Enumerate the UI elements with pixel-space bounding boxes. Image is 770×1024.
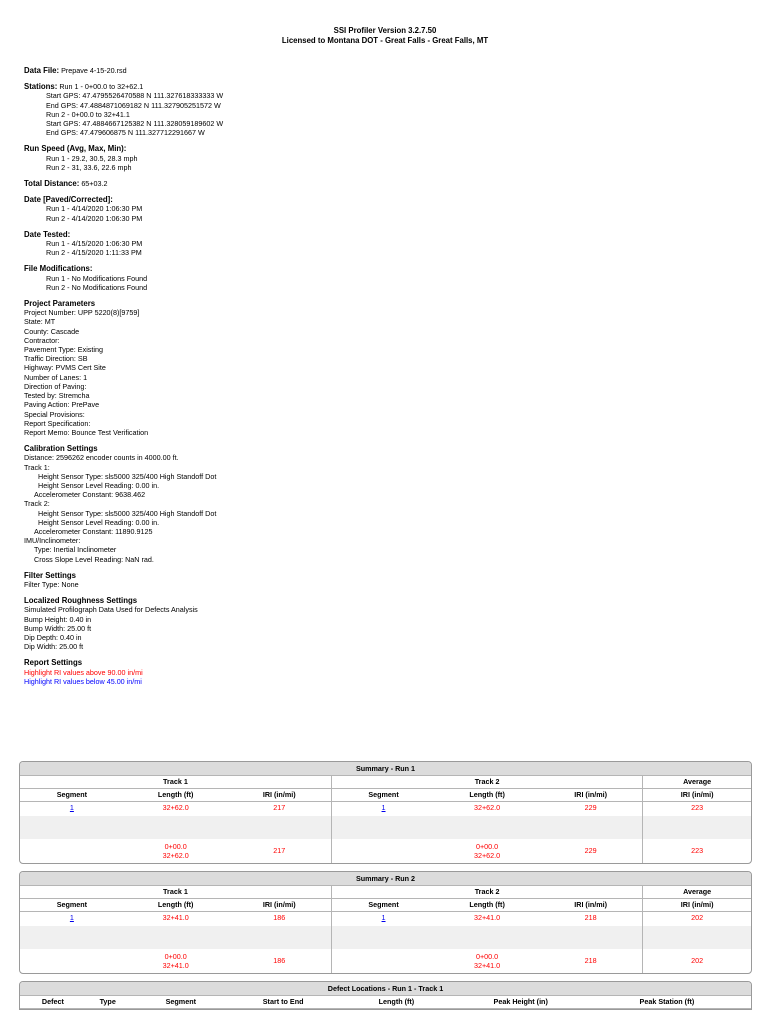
project-line: Paving Action: PrePave [24, 400, 100, 410]
table-row [20, 911, 751, 926]
imu-type: Type: Inertial Inclinometer [34, 545, 117, 555]
calibration-imu: IMU/Inclinometer: [24, 536, 81, 546]
data-file-value: Prepave 4-15-20.rsd [61, 66, 127, 75]
project-line: Tested by: Stremcha [24, 391, 90, 401]
iri-cell: 229 [584, 802, 597, 812]
summary-run2-table [19, 871, 752, 974]
iri-col-header: IRI (in/mi) [228, 898, 332, 911]
imu-cross-slope: Cross Slope Level Reading: NaN rad. [34, 554, 154, 564]
total-iri: 217 [273, 846, 286, 856]
calibration-track2: Track 2: [24, 499, 50, 509]
average-iri-cell: 223 [643, 801, 751, 816]
total-iri: 218 [584, 956, 597, 966]
segment-col-header: Segment [331, 898, 435, 911]
total-end: 32+41.0 [473, 961, 501, 970]
iri-col-header: IRI (in/mi) [228, 788, 332, 801]
report-title: SSI Profiler Version 3.2.7.50 [333, 26, 437, 35]
length-col-header: Length (ft) [435, 788, 539, 801]
track1-accelerometer: Accelerometer Constant: 9638.462 [34, 490, 146, 500]
stations-section [24, 82, 744, 137]
length-col-header: Length (ft) [124, 898, 228, 911]
run-speed-line: Run 1 - 29.2, 30.5, 28.3 mph [46, 153, 138, 163]
date-tested-label: Date Tested: [24, 229, 71, 239]
date-paved-label: Date [Paved/Corrected]: [24, 195, 113, 205]
track1-header: Track 1 [20, 885, 331, 898]
file-mods-section [24, 264, 744, 292]
project-line: Special Provisions: [24, 409, 85, 419]
data-file-label: Data File: [24, 66, 60, 75]
roughness-line: Bump Width: 25.00 ft [24, 623, 92, 633]
segment-col-header: Segment [130, 995, 232, 1008]
run-speed-section [24, 144, 744, 172]
highlight-below-text: Highlight RI values below 45.00 in/mi [24, 676, 142, 686]
defect-locations-table [19, 981, 752, 1010]
report-settings-label: Report Settings [24, 658, 83, 668]
highlight-above-text: Highlight RI values above 90.00 in/mi [24, 667, 143, 677]
stations-line: End GPS: 47.479606875 N 111.327712291667 W [46, 128, 205, 138]
file-mods-line: Run 2 - No Modifications Found [46, 282, 148, 292]
roughness-line: Simulated Profilograph Data Used for Defects Analysis [24, 605, 198, 615]
license-line: Licensed to Montana DOT - Great Falls - Great Falls, MT [281, 35, 489, 45]
total-row [20, 949, 751, 973]
calibration-section [24, 444, 744, 564]
stations-label: Stations: [24, 82, 58, 92]
roughness-line: Dip Depth: 0.40 in [24, 632, 82, 642]
segment-col-header: Segment [331, 788, 435, 801]
track1-sensor-type: Height Sensor Type: sls5000 325/400 High Standoff Dot [38, 471, 217, 481]
project-line: Traffic Direction: SB [24, 354, 88, 364]
stations-line: Start GPS: 47.4884667125382 N 111.328059189602 W [46, 119, 224, 129]
calibration-label: Calibration Settings [24, 444, 98, 454]
type-col-header: Type [86, 995, 130, 1008]
stations-line: End GPS: 47.4884871069182 N 111.327905251572 W [46, 100, 221, 110]
segment-link[interactable]: 1 [69, 912, 74, 922]
filter-type: Filter Type: None [24, 579, 79, 589]
total-distance-section [24, 179, 744, 188]
run-speed-label: Run Speed (Avg, Max, Min): [24, 144, 127, 154]
total-distance-value: 65+03.2 [81, 179, 108, 189]
report-header [0, 26, 770, 45]
project-line: Report Memo: Bounce Test Verification [24, 427, 149, 437]
stations-run1: Run 1 - 0+00.0 to 32+62.1 [59, 82, 144, 92]
iri-col-header: IRI (in/mi) [539, 898, 643, 911]
iri-cell: 218 [584, 912, 597, 922]
summary-run1-table [19, 761, 752, 864]
roughness-section [24, 596, 744, 651]
calibration-distance: Distance: 2596262 encoder counts in 4000.00 ft. [24, 453, 179, 463]
total-row [20, 839, 751, 863]
spacer-row [20, 816, 751, 839]
total-iri: 229 [584, 846, 597, 856]
length-col-header: Length (ft) [334, 995, 458, 1008]
total-start: 0+00.0 [475, 951, 499, 961]
length-cell: 32+41.0 [473, 912, 501, 922]
stations-line: Start GPS: 47.4795526470588 N 111.327618333333 W [46, 91, 224, 101]
file-mods-label: File Modifications: [24, 264, 93, 274]
stations-line: Run 2 - 0+00.0 to 32+41.1 [46, 109, 130, 119]
average-header: Average [643, 775, 751, 788]
project-line: Report Specification: [24, 418, 91, 428]
data-file-section [24, 66, 744, 75]
total-end: 32+62.0 [162, 851, 189, 860]
track1-sensor-level: Height Sensor Level Reading: 0.00 in. [38, 480, 160, 490]
run-speed-line: Run 2 - 31, 33.6, 22.6 mph [46, 162, 132, 172]
roughness-line: Bump Height: 0.40 in [24, 614, 92, 624]
project-line: Pavement Type: Existing [24, 345, 103, 355]
project-section [24, 299, 744, 437]
iri-col-header: IRI (in/mi) [539, 788, 643, 801]
defect-col-header: Defect [20, 995, 86, 1008]
total-distance-label: Total Distance: [24, 179, 80, 189]
date-tested-line: Run 1 - 4/15/2020 1:06:30 PM [46, 239, 143, 249]
filter-label: Filter Settings [24, 570, 76, 580]
table-row [20, 801, 751, 816]
average-iri-cell: 202 [643, 911, 751, 926]
length-cell: 32+41.0 [162, 912, 189, 922]
total-average-iri: 223 [643, 839, 751, 863]
project-line: Direction of Paving: [24, 381, 87, 391]
total-start: 0+00.0 [164, 951, 187, 961]
file-mods-line: Run 1 - No Modifications Found [46, 273, 148, 283]
date-paved-line: Run 2 - 4/14/2020 1:06:30 PM [46, 213, 143, 223]
iri-col-header: IRI (in/mi) [643, 898, 751, 911]
track2-header: Track 2 [331, 775, 642, 788]
segment-link[interactable]: 1 [381, 802, 386, 812]
start-end-col-header: Start to End [232, 995, 334, 1008]
summary-run2-title: Summary - Run 2 [20, 872, 751, 885]
iri-cell: 217 [273, 802, 286, 812]
length-cell: 32+62.0 [473, 802, 501, 812]
segment-link[interactable]: 1 [381, 912, 386, 922]
project-line: County: Cascade [24, 326, 80, 336]
total-end: 32+62.0 [473, 851, 501, 860]
track2-header: Track 2 [331, 885, 642, 898]
peak-station-col-header: Peak Station (ft) [583, 995, 751, 1008]
length-cell: 32+62.0 [162, 802, 189, 812]
segment-link[interactable]: 1 [69, 802, 74, 812]
iri-cell: 186 [273, 912, 286, 922]
track2-sensor-level: Height Sensor Level Reading: 0.00 in. [38, 517, 160, 527]
date-paved-section [24, 195, 744, 223]
total-start: 0+00.0 [164, 841, 187, 851]
total-average-iri: 202 [643, 949, 751, 973]
project-line: Project Number: UPP 5220(8)[9759] [24, 308, 140, 318]
spacer-row [20, 926, 751, 949]
peak-height-col-header: Peak Height (in) [459, 995, 583, 1008]
report-body [24, 66, 744, 693]
roughness-line: Dip Width: 25.00 ft [24, 642, 84, 652]
calibration-track1: Track 1: [24, 462, 50, 472]
date-paved-line: Run 1 - 4/14/2020 1:06:30 PM [46, 204, 143, 214]
segment-col-header: Segment [20, 898, 124, 911]
date-tested-line: Run 2 - 4/15/2020 1:11:33 PM [46, 248, 142, 258]
project-line: Highway: PVMS Cert Site [24, 363, 106, 373]
defect-locations-title: Defect Locations - Run 1 - Track 1 [20, 982, 751, 995]
filter-section [24, 571, 744, 589]
length-col-header: Length (ft) [435, 898, 539, 911]
project-line: Contractor: [24, 335, 60, 345]
average-header: Average [643, 885, 751, 898]
project-line: Number of Lanes: 1 [24, 372, 88, 382]
track2-sensor-type: Height Sensor Type: sls5000 325/400 High Standoff Dot [38, 508, 217, 518]
total-iri: 186 [273, 956, 286, 966]
project-line: State: MT [24, 317, 56, 327]
length-col-header: Length (ft) [124, 788, 228, 801]
date-tested-section [24, 230, 744, 258]
track2-accelerometer: Accelerometer Constant: 11890.9125 [34, 526, 153, 536]
total-start: 0+00.0 [475, 841, 499, 851]
report-settings-section [24, 658, 744, 686]
roughness-label: Localized Roughness Settings [24, 596, 138, 606]
summary-run1-title: Summary - Run 1 [20, 762, 751, 775]
iri-col-header: IRI (in/mi) [643, 788, 751, 801]
track1-header: Track 1 [20, 775, 331, 788]
project-label: Project Parameters [24, 299, 96, 309]
segment-col-header: Segment [20, 788, 124, 801]
total-end: 32+41.0 [162, 961, 189, 970]
